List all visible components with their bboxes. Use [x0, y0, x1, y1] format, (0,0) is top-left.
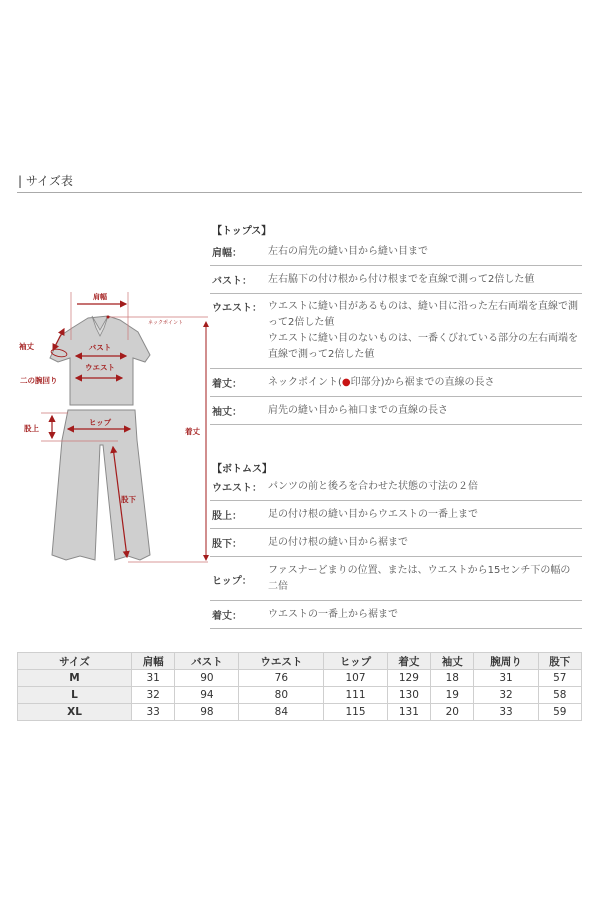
header-inseam: 股下: [538, 653, 581, 670]
desc-row-length: [210, 375, 582, 397]
cell: 130: [387, 687, 430, 704]
header-shoulder: 肩幅: [132, 653, 175, 670]
neck-point-marker: [107, 316, 110, 319]
desc-text: 足の付け根の縫い目から裾まで: [268, 537, 408, 548]
neck-point-label: ネックポイント: [148, 320, 184, 326]
header-length: 着丈: [387, 653, 430, 670]
table-row: [18, 670, 582, 687]
table-header-row: [18, 653, 582, 670]
header-hip: ヒップ: [324, 653, 387, 670]
bottoms-heading: 【ボトムス】: [212, 464, 272, 475]
desc-text: ネックポイント(: [268, 377, 342, 388]
cell: 57: [538, 670, 581, 687]
desc-text-2: ウエストに縫い目のないものは、一番くびれている部分の左右両端を直線で測って2倍した値: [268, 333, 578, 360]
desc-label: 肩幅：: [212, 248, 242, 259]
desc-text: ウエストの一番上から裾まで: [268, 609, 398, 620]
arm-label: 二の腕回り: [20, 376, 58, 385]
bust-label: バスト: [88, 343, 112, 352]
desc-row-bust: [210, 272, 582, 294]
cell: 111: [324, 687, 387, 704]
header-sleeve: 袖丈: [431, 653, 474, 670]
header-size: サイズ: [18, 653, 132, 670]
cell: 90: [175, 670, 239, 687]
garment-diagram: [0, 270, 215, 580]
length-label: 着丈: [185, 427, 200, 436]
hip-label: ヒップ: [88, 418, 112, 427]
cell-size: M: [18, 670, 132, 687]
table-row: [18, 704, 582, 721]
rise-label: 股上: [24, 424, 39, 433]
size-table: [17, 652, 582, 721]
sleeve-label: 袖丈: [19, 342, 34, 351]
desc-label: 股上：: [212, 511, 242, 522]
desc-row-shoulder: [210, 244, 582, 266]
desc-row-waist: [210, 479, 582, 501]
desc-text: ウエストに縫い目があるものは、縫い目に沿った左右両端を直線で測って2倍した値: [268, 301, 578, 328]
cell: 32: [132, 687, 175, 704]
shoulder-label: 肩幅: [93, 293, 107, 301]
desc-label: 袖丈：: [212, 407, 242, 418]
inseam-label: 股下: [121, 495, 136, 504]
desc-row-length: [210, 607, 582, 629]
desc-text: ファスナーどまりの位置、または、ウエストから15センチ下の幅の二倍: [268, 565, 571, 592]
tops-description: [210, 222, 582, 427]
cell: 107: [324, 670, 387, 687]
cell: 94: [175, 687, 239, 704]
cell: 115: [324, 704, 387, 721]
desc-label: ウエスト：: [212, 303, 262, 314]
cell: 80: [239, 687, 324, 704]
desc-text: 左右の肩先の縫い目から縫い目まで: [268, 246, 428, 257]
waist-label: ウエスト: [85, 363, 115, 372]
cell: 18: [431, 670, 474, 687]
cell: 58: [538, 687, 581, 704]
header-bust: バスト: [175, 653, 239, 670]
cell: 33: [474, 704, 538, 721]
desc-text: 左右脇下の付け根から付け根までを直線で測って2倍した値: [268, 274, 535, 285]
desc-row-rise: [210, 507, 582, 529]
cell-size: XL: [18, 704, 132, 721]
desc-text: 印部分)から裾までの直線の長さ: [350, 377, 495, 388]
cell: 19: [431, 687, 474, 704]
cell: 131: [387, 704, 430, 721]
desc-row-inseam: [210, 535, 582, 557]
cell: 59: [538, 704, 581, 721]
garment-illustration: [0, 270, 215, 580]
cell: 98: [175, 704, 239, 721]
bottoms-description: [210, 460, 582, 630]
desc-label: ウエスト：: [212, 483, 262, 494]
cell: 129: [387, 670, 430, 687]
desc-row-waist: [210, 299, 582, 369]
red-dot-icon: ●: [341, 377, 351, 388]
header-waist: ウエスト: [239, 653, 324, 670]
cell: 31: [132, 670, 175, 687]
desc-label: バスト：: [212, 276, 252, 287]
desc-text: 肩先の縫い目から袖口までの直線の長さ: [268, 405, 448, 416]
header-arm: 腕周り: [474, 653, 538, 670]
desc-label: ヒップ：: [212, 576, 252, 587]
cell: 76: [239, 670, 324, 687]
desc-text: パンツの前と後ろを合わせた状態の寸法の２倍: [268, 481, 478, 492]
pants-shape: [52, 410, 150, 560]
table-row: [18, 687, 582, 704]
cell: 32: [474, 687, 538, 704]
desc-text: 足の付け根の縫い目からウエストの一番上まで: [268, 509, 478, 520]
cell: 84: [239, 704, 324, 721]
desc-row-sleeve: [210, 403, 582, 425]
tops-heading: 【トップス】: [212, 226, 272, 237]
desc-label: 股下：: [212, 539, 242, 550]
section-divider: [17, 192, 582, 193]
desc-label: 着丈：: [212, 611, 242, 622]
desc-label: 着丈：: [212, 379, 242, 390]
cell: 31: [474, 670, 538, 687]
desc-row-hip: [210, 563, 582, 601]
section-title: | サイズ表: [18, 174, 73, 188]
cell: 33: [132, 704, 175, 721]
cell-size: L: [18, 687, 132, 704]
cell: 20: [431, 704, 474, 721]
